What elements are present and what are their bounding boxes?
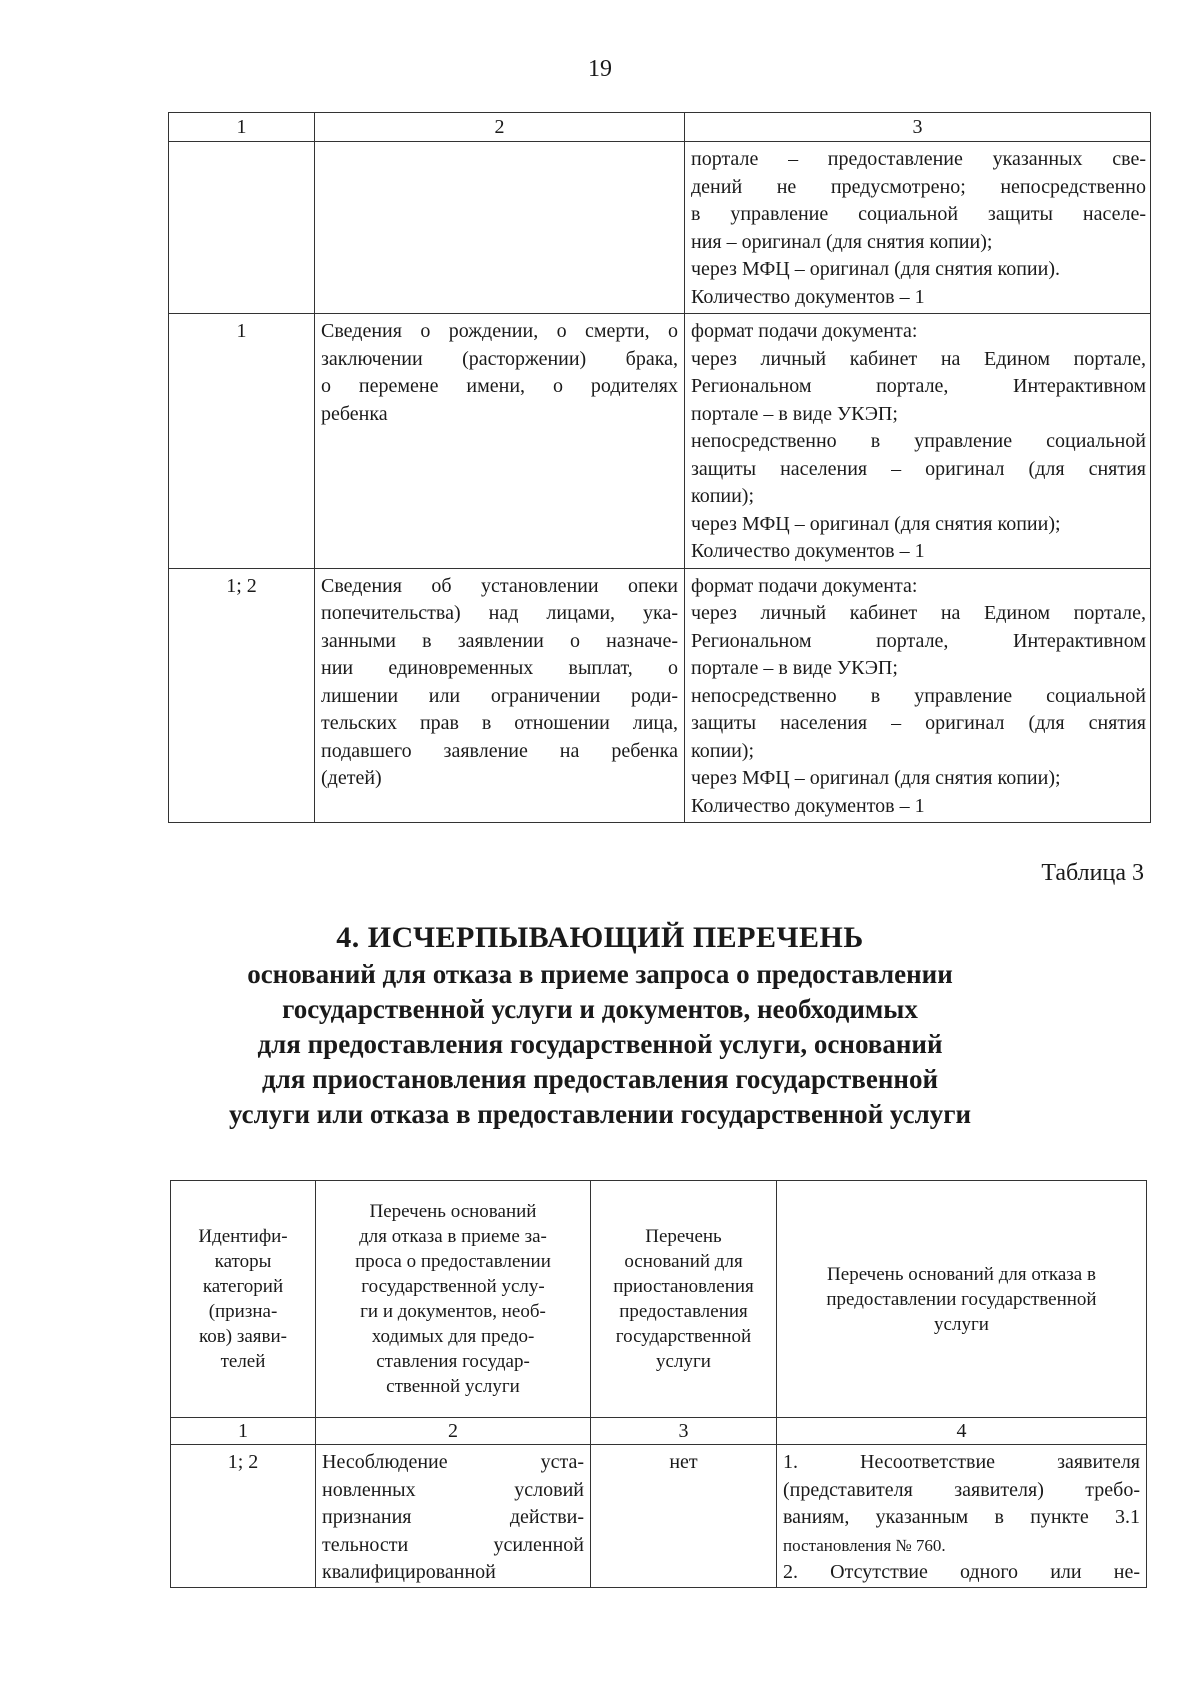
text-line: Сведения о рождении, о смерти, о: [321, 320, 678, 342]
text-line: портале – в виде УКЭП;: [691, 402, 898, 425]
suspension-grounds: нет: [591, 1445, 777, 1588]
header-line: ставления государ-: [376, 1351, 530, 1372]
text-line: квалифицированной: [322, 1561, 496, 1583]
text-line: через личный кабинет на Едином портале,: [691, 602, 1146, 624]
text-line: постановления № 760.: [783, 1535, 946, 1555]
document-info: [315, 568, 685, 823]
section-subtitle-line: для предоставления государственной услуги, оснований: [257, 1029, 943, 1059]
header-line: ги и документов, необ-: [360, 1301, 546, 1322]
text-line: Несоблюдение уста-: [322, 1451, 584, 1473]
section-subtitle-line: оснований для отказа в приеме запроса о предоставлении: [247, 959, 953, 989]
column-number-3: 3: [685, 113, 1151, 142]
header-line: для отказа в приеме за-: [359, 1226, 547, 1247]
text-line: 1. Несоответствие заявителя: [783, 1451, 1140, 1473]
header-line: услуги: [934, 1313, 989, 1335]
section-title: 4. ИСЧЕРПЫВАЮЩИЙ ПЕРЕЧЕНЬ: [336, 921, 864, 954]
header-line: Перечень оснований для отказа в: [827, 1263, 1096, 1285]
header-line: Перечень: [645, 1226, 722, 1247]
service-refusal-grounds: [777, 1445, 1147, 1588]
header-line: ственной услуги: [386, 1376, 520, 1397]
text-line: портале – предоставление указанных све-: [691, 148, 1146, 170]
header-line: (призна-: [208, 1301, 278, 1322]
text-line: портале – в виде УКЭП;: [691, 657, 898, 679]
text-line: ваниям, указанным в пункте 3.1: [783, 1506, 1140, 1528]
documents-table: [168, 112, 1151, 823]
column-number-1: 1: [169, 113, 315, 142]
text-line: Количество документов – 1: [691, 285, 925, 308]
text-line: непосредственно в управление социальной: [691, 430, 1146, 452]
column-numbers-row: [171, 1418, 1147, 1445]
text-line: защиты населения – оригинал (для снятия: [691, 457, 1146, 480]
submission-format: [685, 314, 1151, 569]
text-line: ния – оригинал (для снятия копии);: [691, 230, 993, 253]
refusal-grounds-table: [170, 1180, 1147, 1588]
header-line: Идентифи-: [198, 1226, 288, 1247]
text-line: 2. Отсутствие одного или не-: [783, 1561, 1140, 1583]
text-line: заключении (расторжении) брака,: [321, 347, 678, 370]
text-line: нии единовременных выплат, о: [321, 657, 678, 679]
text-line: Региональном портале, Интерактивном: [691, 629, 1146, 652]
header-line: предоставлении государственной: [826, 1288, 1097, 1310]
text-line: формат подачи документа:: [691, 320, 918, 342]
header-line: категорий: [202, 1276, 284, 1297]
reception-refusal-grounds: [316, 1445, 591, 1588]
table-header-row: [169, 113, 1151, 142]
text-line: копии);: [691, 485, 755, 507]
header-line: государственной: [615, 1326, 752, 1347]
header-suspension-grounds: [591, 1181, 777, 1418]
page-number: 19: [588, 56, 612, 82]
section-subtitle-line: услуги или отказа в предоставлении государственной услуги: [228, 1099, 972, 1129]
text-line: через МФЦ – оригинал (для снятия копии);: [691, 767, 1061, 789]
table-header-row: [171, 1181, 1147, 1418]
section-heading: [0, 920, 1200, 1132]
column-number-2: 2: [315, 113, 685, 142]
submission-format: [685, 568, 1151, 823]
table-row: [169, 568, 1151, 823]
section-subtitle-line: для приостановления предоставления государственной: [261, 1064, 938, 1094]
header-reception-grounds: [316, 1181, 591, 1418]
text-line: защиты населения – оригинал (для снятия: [691, 712, 1146, 734]
table-row: [169, 314, 1151, 569]
text-line: формат подачи документа:: [691, 574, 918, 597]
category-id: [169, 142, 315, 314]
text-line: ребенка: [321, 402, 388, 425]
header-refusal-grounds: [777, 1181, 1147, 1418]
header-line: Перечень оснований: [369, 1201, 537, 1222]
header-line: проса о предоставлении: [355, 1251, 551, 1272]
header-line: ков) заяви-: [199, 1326, 287, 1347]
header-line: телей: [220, 1351, 266, 1372]
header-line: приостановления: [613, 1276, 754, 1297]
table-caption: Таблица 3: [1041, 860, 1144, 886]
text-line: попечительства) над лицами, ука-: [321, 602, 678, 624]
category-id: 1: [169, 314, 315, 569]
text-line: о перемене имени, о родителях: [321, 375, 678, 397]
text-line: признания действи-: [322, 1506, 584, 1528]
submission-format: [685, 142, 1151, 314]
section-subtitle-line: государственной услуги и документов, необходимых: [282, 994, 918, 1024]
header-line: государственной услу-: [361, 1276, 545, 1297]
text-line: Сведения об установлении опеки: [321, 574, 678, 597]
text-line: лишении или ограничении роди-: [321, 684, 678, 707]
text-line: в управление социальной защиты населе-: [691, 203, 1146, 225]
text-line: тельских прав в отношении лица,: [321, 712, 678, 734]
column-number-2: 2: [316, 1418, 591, 1445]
text-line: (детей): [321, 767, 382, 789]
text-line: Количество документов – 1: [691, 540, 925, 562]
header-line: каторы: [214, 1251, 272, 1272]
text-line: подавшего заявление на ребенка: [321, 739, 678, 762]
column-number-3: 3: [591, 1418, 777, 1445]
text-line: Количество документов – 1: [691, 794, 925, 817]
header-line: ходимых для предо-: [371, 1326, 535, 1347]
category-id: 1; 2: [169, 568, 315, 823]
text-line: новленных условий: [322, 1478, 584, 1501]
text-line: через МФЦ – оригинал (для снятия копии).: [691, 258, 1060, 280]
text-line: копии);: [691, 739, 755, 762]
text-line: через личный кабинет на Едином портале,: [691, 347, 1146, 370]
column-number-1: 1: [171, 1418, 316, 1445]
text-line: (представителя заявителя) требо-: [783, 1478, 1140, 1501]
table-row: [171, 1445, 1147, 1588]
document-info: [315, 314, 685, 569]
text-line: дений не предусмотрено; непосредственно: [691, 175, 1146, 198]
header-identifiers: [171, 1181, 316, 1418]
category-id: 1; 2: [171, 1445, 316, 1588]
header-line: предоставления: [619, 1301, 748, 1322]
text-line: тельности усиленной: [322, 1533, 584, 1556]
table-row: [169, 142, 1151, 314]
text-line: Региональном портале, Интерактивном: [691, 375, 1146, 397]
text-line: непосредственно в управление социальной: [691, 684, 1146, 707]
header-line: оснований для: [624, 1251, 743, 1272]
column-number-4: 4: [777, 1418, 1147, 1445]
text-line: через МФЦ – оригинал (для снятия копии);: [691, 512, 1061, 535]
document-info: [315, 142, 685, 314]
text-line: занными в заявлении о назначе-: [321, 629, 678, 652]
header-line: услуги: [656, 1351, 711, 1372]
